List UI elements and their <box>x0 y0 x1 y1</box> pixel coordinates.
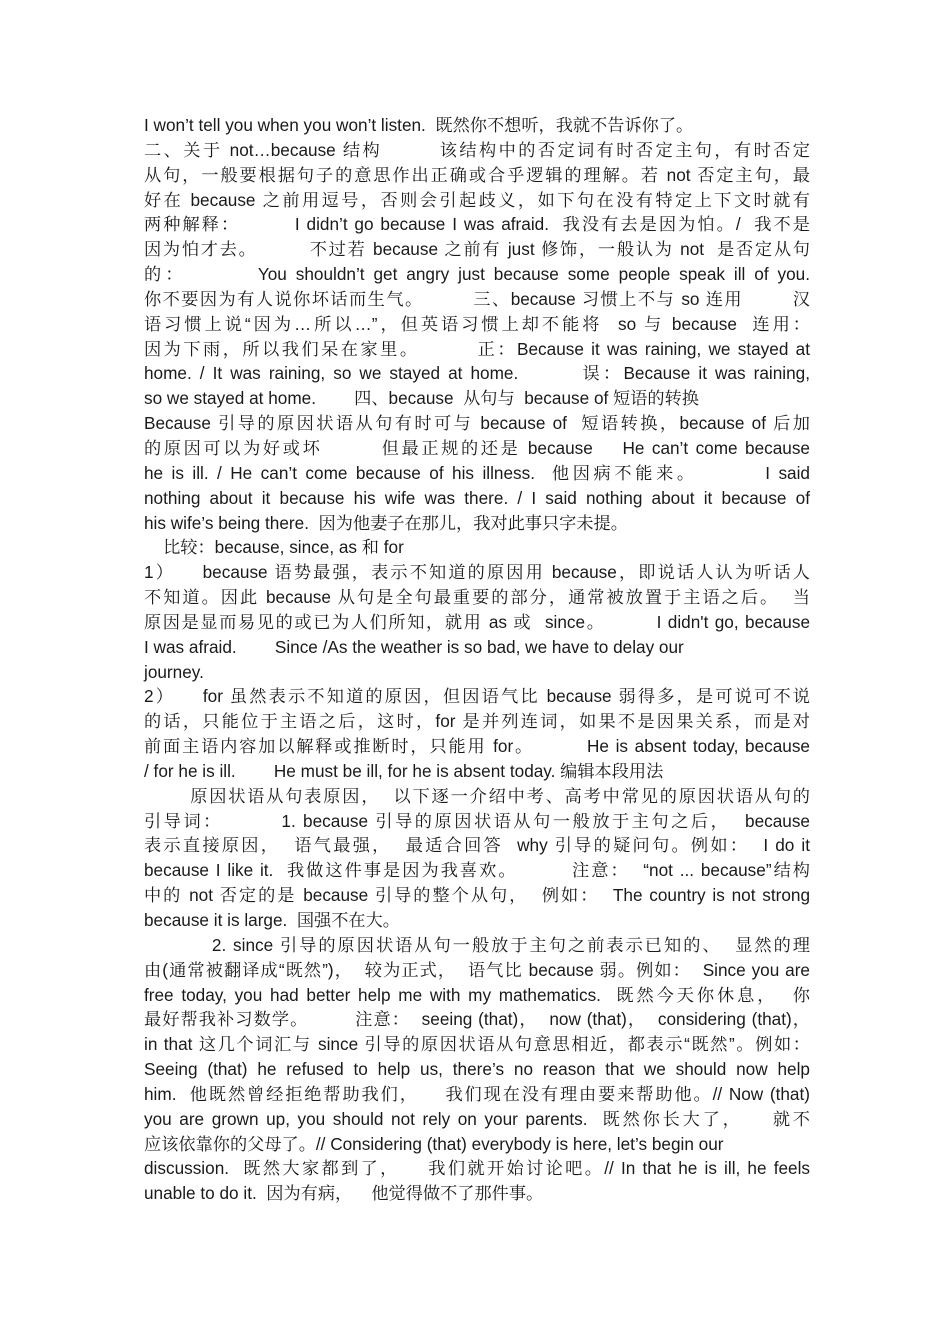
text-line: 从句，一般要根据句子的意思作出正确或合乎逻辑的理解。若 not 否定主句，最 <box>144 164 810 185</box>
text-line: 的话，只能位于主语之后，这时，for 是并列连词，如果不是因果关系，而是对 <box>144 711 810 732</box>
text-line: you are grown up, you should not rely on your parents. 既然你长大了， 就不 <box>144 1108 810 1129</box>
text-line: 原因状语从句表原因， 以下逐一介绍中考、高考中常见的原因状语从句的 <box>144 785 810 806</box>
body-text <box>144 113 810 1206</box>
text-line: 1） because 语势最强，表示不知道的原因用 because，即说话人认为听话人 <box>144 562 810 583</box>
text-line: 因为下雨，所以我们呆在家里。 正：Because it was raining, we stayed at <box>144 338 810 359</box>
text-line: 2） for 虽然表示不知道的原因，但因语气比 because 弱得多，是可说可不说 <box>144 686 810 707</box>
text-line: 表示直接原因， 语气最强， 最适合回答 why 引导的疑问句。例如： I do it <box>144 835 810 856</box>
text-line: discussion. 既然大家都到了， 我们就开始讨论吧。// In that he is ill, he feels <box>144 1158 810 1179</box>
text-line: 好在 because 之前用逗号，否则会引起歧义，如下句在没有特定上下文时就有 <box>144 189 810 210</box>
text-line: 中的 not 否定的是 because 引导的整个从句， 例如： The country is not strong <box>144 885 810 906</box>
text-line: nothing about it because his wife was there. / I said nothing about it because of <box>144 487 810 508</box>
text-line: I won’t tell you when you won’t listen. 既然你不想听，我就不告诉你了。 <box>144 115 694 135</box>
text-line: 最好帮我补习数学。 注意： seeing (that)， now (that)， considering (that)， <box>144 1009 810 1030</box>
text-line: 应该依靠你的父母了。// Considering (that) everybody is here, let’s begin our <box>144 1133 724 1154</box>
text-line: / for he is ill. He must be ill, for he is absent today. 编辑本段用法 <box>144 760 664 781</box>
text-line: in that 这几个词汇与 since 引导的原因状语从句意思相近，都表示“既然”。例如： <box>144 1034 810 1055</box>
text-line: 不知道。因此 because 从句是全句最重要的部分，通常被放置于主语之后。 当 <box>144 587 810 608</box>
text-line: 的原因可以为好或坏 但最正规的还是 because He can’t come because <box>144 437 810 458</box>
text-line: 比较：because, since, as 和 for <box>144 537 404 558</box>
text-line: unable to do it. 因为有病， 他觉得做不了那件事。 <box>144 1183 544 1204</box>
text-line: 前面主语内容加以解释或推断时，只能用 for。 He is absent today, because <box>144 736 810 757</box>
text-line: Because 引导的原因状语从句有时可与 because of 短语转换，because of 后加 <box>144 413 810 434</box>
text-line: 两种解释： I didn’t go because I was afraid. 我没有去是因为怕。/ 我不是 <box>144 214 810 235</box>
text-line: because it is large. 国强不在大。 <box>144 910 400 930</box>
text-line: Seeing (that) he refused to help us, there’s no reason that we should now help <box>144 1059 810 1080</box>
text-line: journey. <box>144 661 204 682</box>
text-line: 的： You shouldn’t get angry just because some people speak ill of you. <box>144 264 810 285</box>
text-line: so we stayed at home. 四、because 从句与 because of 短语的转换 <box>144 388 699 409</box>
text-line: free today, you had better help me with my mathematics. 既然今天你休息， 你 <box>144 984 810 1005</box>
text-line: 原因是显而易见的或已为人们所知，就用 as 或 since。 I didn't go, because <box>144 611 810 632</box>
text-line: I was afraid. Since /As the weather is so bad, we have to delay our <box>144 636 684 657</box>
text-line: home. / It was raining, so we stayed at home. 误：Because it was raining, <box>144 363 810 384</box>
text-line: he is ill. / He can’t come because of his illness. 他因病不能来。 I said <box>144 462 810 483</box>
text-line: 二、关于 not…because 结构 该结构中的否定词有时否定主句，有时否定 <box>144 139 810 160</box>
text-line: him. 他既然曾经拒绝帮助我们， 我们现在没有理由要来帮助他。// Now (that) <box>144 1083 810 1104</box>
text-line: because I like it. 我做这件事是因为我喜欢。 注意： “not ... because”结构 <box>144 860 810 881</box>
text-line: 因为怕才去。 不过若 because 之前有 just 修饰，一般认为 not 是否定从句 <box>144 239 810 260</box>
text-line: 由(通常被翻译成“既然”)， 较为正式， 语气比 because 弱。例如： Since you are <box>144 959 810 980</box>
text-line: 语习惯上说“因为…所以…”，但英语习惯上却不能将 so 与 because 连用： <box>144 313 810 334</box>
text-line: 引导词： 1. because 引导的原因状语从句一般放于主句之后， because <box>144 810 810 831</box>
text-line: his wife’s being there. 因为他妻子在那儿，我对此事只字未提。 <box>144 512 628 533</box>
text-line: 你不要因为有人说你坏话而生气。 三、because 习惯上不与 so 连用 汉 <box>144 288 810 309</box>
text-line: 2. since 引导的原因状语从句一般放于主句之前表示已知的、 显然的理 <box>144 934 810 955</box>
